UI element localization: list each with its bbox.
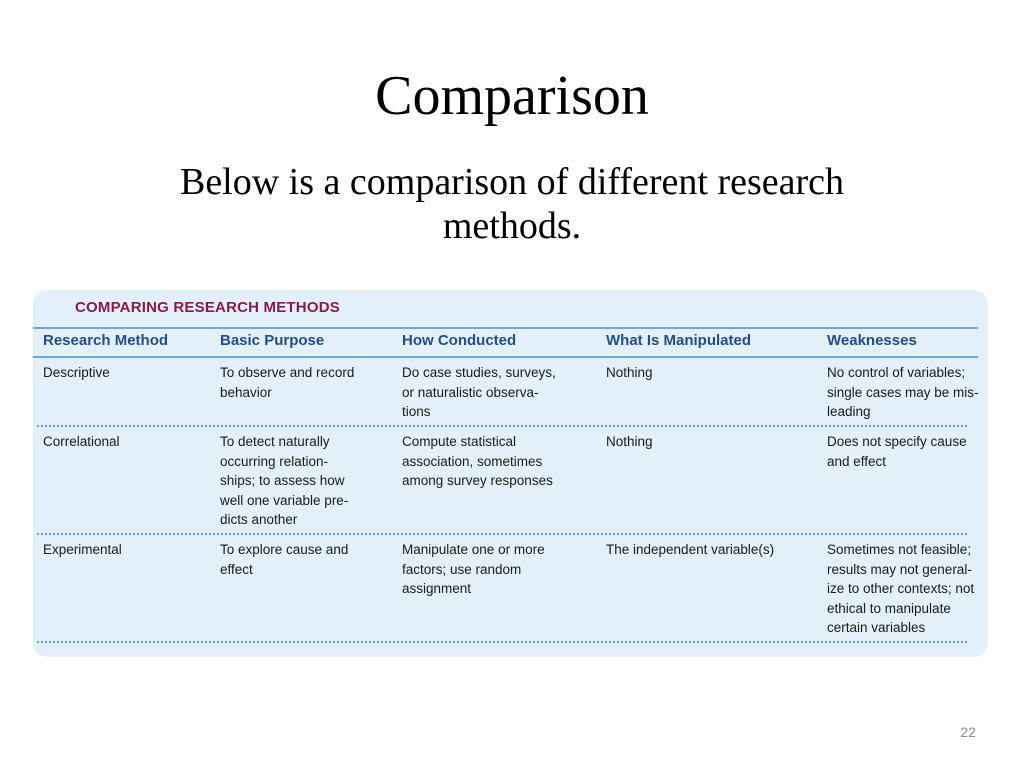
- page-number: 22: [960, 724, 976, 740]
- comparison-table: [33, 290, 988, 657]
- table-header-row: [33, 332, 978, 354]
- table-heading: COMPARING RESEARCH METHODS: [75, 299, 340, 316]
- cell-method: Correlational: [43, 434, 120, 449]
- table-top-rule: [33, 327, 978, 329]
- column-header-basic-purpose: Basic Purpose: [220, 332, 325, 349]
- cell-manipulated: The independent variable(s): [606, 542, 775, 557]
- cell-manipulated: Nothing: [606, 434, 653, 449]
- row-separator: [37, 533, 967, 535]
- cell-weaknesses: No control of variables; single cases may be mis- leading: [827, 365, 979, 420]
- row-separator: [37, 425, 967, 427]
- slide-title: Comparison: [375, 65, 649, 127]
- row-separator: [37, 641, 967, 643]
- column-header-how-conducted: How Conducted: [402, 332, 517, 349]
- slide-subtitle: Below is a comparison of different research methods.: [179, 161, 845, 247]
- column-header-what-is-manipulated: What Is Manipulated: [606, 332, 752, 349]
- column-header-weaknesses: Weaknesses: [827, 332, 917, 349]
- cell-purpose: To observe and record behavior: [220, 365, 355, 400]
- cell-purpose: To detect naturally occurring relation- ships; to assess how well one variable pre- dicts another: [220, 434, 349, 528]
- cell-conducted: Do case studies, surveys, or naturalistic observa- tions: [402, 365, 556, 420]
- cell-weaknesses: Does not specify cause and effect: [827, 434, 967, 469]
- cell-method: Experimental: [43, 542, 122, 557]
- cell-method: Descriptive: [43, 365, 110, 380]
- cell-weaknesses: Sometimes not feasible; results may not general- ize to other contexts; not ethical to manipulate certain variables: [827, 542, 975, 636]
- table-header-rule: [33, 356, 978, 358]
- column-header-research-method: Research Method: [43, 332, 169, 349]
- cell-conducted: Manipulate one or more factors; use random assignment: [402, 542, 545, 597]
- cell-conducted: Compute statistical association, sometimes among survey responses: [402, 434, 553, 489]
- cell-purpose: To explore cause and effect: [220, 542, 349, 577]
- cell-manipulated: Nothing: [606, 365, 653, 380]
